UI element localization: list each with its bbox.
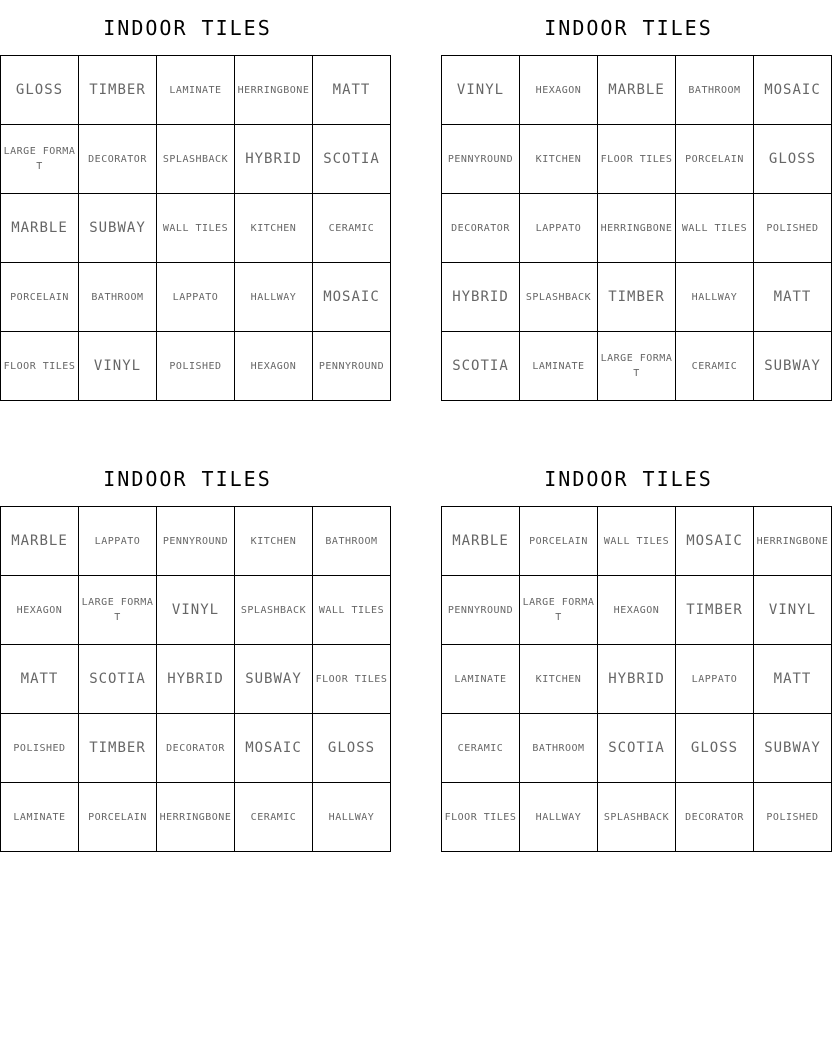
bingo-cell: SUBWAY: [754, 332, 832, 401]
bingo-cell: PENNYROUND: [442, 576, 520, 645]
bingo-cell: HEXAGON: [520, 56, 598, 125]
grid-row: [1, 263, 391, 332]
bingo-cell: HERRINGBONE: [157, 783, 235, 852]
bingo-cell: GLOSS: [313, 714, 391, 783]
bingo-cell: LARGE FORMAT: [598, 332, 676, 401]
bingo-cell: PENNYROUND: [313, 332, 391, 401]
card-title: INDOOR TILES: [544, 467, 713, 491]
bingo-cell: LAMINATE: [442, 645, 520, 714]
bingo-cell: SPLASHBACK: [235, 576, 313, 645]
bingo-cell: LAMINATE: [157, 56, 235, 125]
bingo-cell: KITCHEN: [235, 507, 313, 576]
bingo-cell: SCOTIA: [313, 125, 391, 194]
bingo-cell: BATHROOM: [313, 507, 391, 576]
grid-row: [442, 645, 832, 714]
bingo-cell: FLOOR TILES: [1, 332, 79, 401]
grid-row: [1, 56, 391, 125]
bingo-cell: PENNYROUND: [442, 125, 520, 194]
bingo-cell: DECORATOR: [676, 783, 754, 852]
bingo-cell: GLOSS: [676, 714, 754, 783]
bingo-cell: HERRINGBONE: [598, 194, 676, 263]
bingo-cell: LARGE FORMAT: [79, 576, 157, 645]
bingo-cell: MOSAIC: [313, 263, 391, 332]
bingo-cell: VINYL: [754, 576, 832, 645]
bingo-cell: MOSAIC: [754, 56, 832, 125]
bingo-cell: GLOSS: [1, 56, 79, 125]
grid-row: [1, 645, 391, 714]
bingo-cell: KITCHEN: [235, 194, 313, 263]
bingo-cell: HEXAGON: [235, 332, 313, 401]
bingo-cell: LAPPATO: [157, 263, 235, 332]
bingo-cell: HEXAGON: [1, 576, 79, 645]
bingo-cell: MATT: [754, 645, 832, 714]
bingo-cell: TIMBER: [79, 714, 157, 783]
bingo-cell: PORCELAIN: [1, 263, 79, 332]
bingo-cell: SPLASHBACK: [157, 125, 235, 194]
grid-row: [442, 263, 832, 332]
bingo-cell: MARBLE: [1, 507, 79, 576]
bingo-cell: BATHROOM: [79, 263, 157, 332]
grid-row: [1, 332, 391, 401]
bingo-cell: SPLASHBACK: [520, 263, 598, 332]
bingo-cell: MOSAIC: [235, 714, 313, 783]
bingo-cell: HALLWAY: [676, 263, 754, 332]
bingo-cell: DECORATOR: [442, 194, 520, 263]
bingo-cell: MARBLE: [442, 507, 520, 576]
bingo-cell: HALLWAY: [313, 783, 391, 852]
bingo-cell: LAPPATO: [520, 194, 598, 263]
bingo-cell: WALL TILES: [598, 507, 676, 576]
bingo-cell: SUBWAY: [79, 194, 157, 263]
bingo-cell: PORCELAIN: [676, 125, 754, 194]
bingo-cell: MATT: [1, 645, 79, 714]
bingo-cell: MARBLE: [1, 194, 79, 263]
grid-row: [442, 576, 832, 645]
bingo-cell: GLOSS: [754, 125, 832, 194]
bingo-cell: FLOOR TILES: [442, 783, 520, 852]
grid-row: [1, 714, 391, 783]
bingo-cell: MATT: [754, 263, 832, 332]
bingo-cell: TIMBER: [676, 576, 754, 645]
grid-row: [442, 125, 832, 194]
bingo-cell: LAPPATO: [79, 507, 157, 576]
bingo-grid: [0, 506, 391, 852]
bingo-cell: TIMBER: [598, 263, 676, 332]
card-title: INDOOR TILES: [103, 16, 272, 40]
bingo-cell: LARGE FORMAT: [1, 125, 79, 194]
bingo-cell: LARGE FORMAT: [520, 576, 598, 645]
bingo-cell: POLISHED: [1, 714, 79, 783]
grid-row: [1, 194, 391, 263]
grid-row: [1, 576, 391, 645]
bingo-cell: POLISHED: [754, 783, 832, 852]
bingo-cell: VINYL: [79, 332, 157, 401]
grid-row: [1, 783, 391, 852]
bingo-grid: [441, 55, 832, 401]
bingo-cell: HERRINGBONE: [235, 56, 313, 125]
bingo-grid: [0, 55, 391, 401]
bingo-cell: KITCHEN: [520, 645, 598, 714]
bingo-cell: POLISHED: [157, 332, 235, 401]
bingo-cell: SPLASHBACK: [598, 783, 676, 852]
bingo-cell: BATHROOM: [676, 56, 754, 125]
grid-row: [1, 125, 391, 194]
bingo-cell: SUBWAY: [754, 714, 832, 783]
bingo-cell: WALL TILES: [676, 194, 754, 263]
bingo-cell: WALL TILES: [313, 576, 391, 645]
bingo-cell: POLISHED: [754, 194, 832, 263]
bingo-cell: FLOOR TILES: [313, 645, 391, 714]
bingo-cell: HYBRID: [442, 263, 520, 332]
bingo-cell: FLOOR TILES: [598, 125, 676, 194]
grid-row: [1, 507, 391, 576]
bingo-cell: CERAMIC: [442, 714, 520, 783]
bingo-cell: SCOTIA: [442, 332, 520, 401]
bingo-cell: DECORATOR: [157, 714, 235, 783]
bingo-cell: TIMBER: [79, 56, 157, 125]
bingo-cell: PORCELAIN: [79, 783, 157, 852]
bingo-cell: HALLWAY: [520, 783, 598, 852]
bingo-cell: SUBWAY: [235, 645, 313, 714]
bingo-cell: CERAMIC: [313, 194, 391, 263]
bingo-cell: LAMINATE: [520, 332, 598, 401]
bingo-cell: LAMINATE: [1, 783, 79, 852]
card-title: INDOOR TILES: [544, 16, 713, 40]
bingo-cell: MARBLE: [598, 56, 676, 125]
grid-row: [442, 194, 832, 263]
bingo-cell: BATHROOM: [520, 714, 598, 783]
grid-row: [442, 783, 832, 852]
card-title: INDOOR TILES: [103, 467, 272, 491]
bingo-cell: MOSAIC: [676, 507, 754, 576]
bingo-cell: VINYL: [442, 56, 520, 125]
bingo-cell: CERAMIC: [676, 332, 754, 401]
bingo-cell: MATT: [313, 56, 391, 125]
bingo-grid: [441, 506, 832, 852]
bingo-cell: HYBRID: [598, 645, 676, 714]
bingo-cell: PENNYROUND: [157, 507, 235, 576]
bingo-cell: CERAMIC: [235, 783, 313, 852]
bingo-cell: KITCHEN: [520, 125, 598, 194]
grid-row: [442, 332, 832, 401]
bingo-cell: SCOTIA: [79, 645, 157, 714]
grid-row: [442, 714, 832, 783]
bingo-cell: HALLWAY: [235, 263, 313, 332]
bingo-cell: LAPPATO: [676, 645, 754, 714]
bingo-cell: WALL TILES: [157, 194, 235, 263]
grid-row: [442, 507, 832, 576]
bingo-cell: VINYL: [157, 576, 235, 645]
bingo-cell: HEXAGON: [598, 576, 676, 645]
bingo-cell: PORCELAIN: [520, 507, 598, 576]
bingo-cell: DECORATOR: [79, 125, 157, 194]
bingo-cell: HYBRID: [157, 645, 235, 714]
bingo-cell: SCOTIA: [598, 714, 676, 783]
bingo-cell: HERRINGBONE: [754, 507, 832, 576]
bingo-cell: HYBRID: [235, 125, 313, 194]
grid-row: [442, 56, 832, 125]
